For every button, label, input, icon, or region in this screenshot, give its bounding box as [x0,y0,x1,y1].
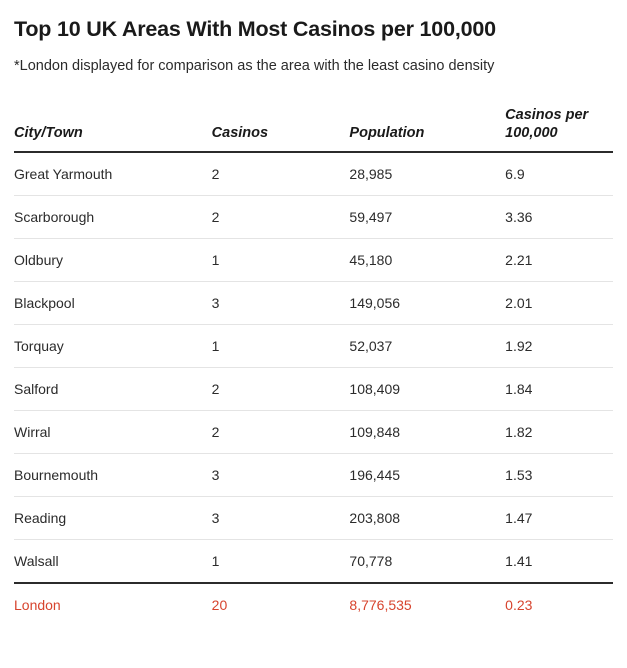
cell-density: 1.53 [505,453,613,496]
page-subtitle: *London displayed for comparison as the area with the least casino density [14,57,495,74]
table-row [14,539,613,583]
cell-city: Blackpool [14,281,212,324]
cell-population: 108,409 [349,367,505,410]
cell-population: 28,985 [349,152,505,196]
column-header-density [505,106,613,152]
cell-density: 1.82 [505,410,613,453]
cell-population: 8,776,535 [349,596,412,613]
cell-population: 52,037 [349,324,505,367]
cell-density: 1.47 [505,496,613,539]
table-header [14,106,613,152]
table-row [14,453,613,496]
column-header-density-line1: Casinos per [505,106,589,123]
cell-city: London [14,596,61,613]
table-row [14,367,613,410]
cell-density: 1.41 [505,539,613,583]
cell-casinos: 3 [212,281,350,324]
cell-casinos: 2 [212,152,350,196]
cell-city: Wirral [14,410,212,453]
cell-density: 1.92 [505,324,613,367]
cell-density: 2.21 [505,238,613,281]
cell-density: 3.36 [505,195,613,238]
column-header-casinos: Casinos [211,124,269,141]
cell-city: Bournemouth [14,453,212,496]
cell-casinos: 20 [211,596,228,613]
cell-casinos: 2 [212,410,350,453]
cell-population: 196,445 [349,453,505,496]
table-row [14,496,613,539]
column-header-city: City/Town [14,124,83,141]
table-row [14,281,613,324]
column-header-population: Population [349,124,425,141]
table-row [14,324,613,367]
cell-density: 0.23 [505,596,533,613]
casino-density-table [14,106,613,626]
cell-density: 6.9 [505,152,613,196]
cell-city: Oldbury [14,238,212,281]
cell-city: Torquay [14,324,212,367]
cell-city: Great Yarmouth [14,152,212,196]
cell-city: Walsall [14,539,212,583]
cell-casinos: 3 [212,496,350,539]
cell-casinos: 1 [212,539,350,583]
cell-casinos: 3 [212,453,350,496]
cell-population: 203,808 [349,496,505,539]
column-header-density-line2: 100,000 [505,124,558,141]
cell-casinos: 2 [212,367,350,410]
cell-casinos: 1 [212,238,350,281]
table-row [14,410,613,453]
table-body [14,152,613,626]
page-title: Top 10 UK Areas With Most Casinos per 100,000 [14,17,496,41]
table-row-comparison [14,583,613,626]
cell-city: Scarborough [14,195,212,238]
cell-population: 59,497 [349,195,505,238]
cell-city: Salford [14,367,212,410]
cell-population: 70,778 [349,539,505,583]
cell-casinos: 2 [212,195,350,238]
table-row [14,195,613,238]
cell-population: 149,056 [349,281,505,324]
cell-density: 2.01 [505,281,613,324]
cell-density: 1.84 [505,367,613,410]
table-row [14,152,613,196]
cell-population: 45,180 [349,238,505,281]
cell-casinos: 1 [212,324,350,367]
table-row [14,238,613,281]
table-header-row [14,106,613,152]
cell-city: Reading [14,496,212,539]
cell-population: 109,848 [349,410,505,453]
